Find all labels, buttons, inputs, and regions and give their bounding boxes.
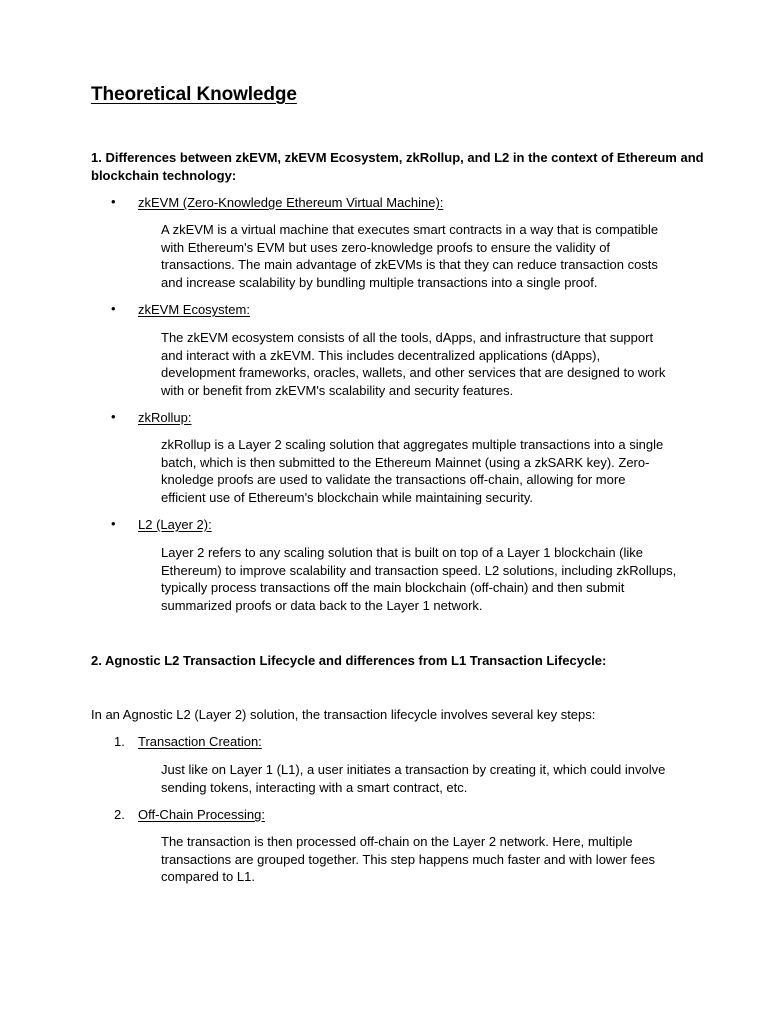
paragraph-line: development frameworks, oracles, wallets, and other services that are designed to work [161, 365, 666, 381]
list-number: 1. [114, 734, 125, 749]
section2-heading-text: 2. Agnostic L2 Transaction Lifecycle and differences from L1 Transaction Lifecycle: [91, 653, 607, 668]
paragraph-transaction-creation [161, 761, 681, 796]
paragraph-line: summarized proofs or data back to the Layer 1 network. [161, 597, 483, 613]
list-item-zkrollup [91, 409, 691, 427]
paragraph-line: The transaction is then processed off-chain on the Layer 2 network. Here, multiple [161, 834, 633, 849]
paragraph-zkrollup [161, 436, 681, 506]
paragraph-line: knoledge proofs are used to validate the transactions off-chain, allowing for more [161, 472, 626, 488]
paragraph-off-chain-processing [161, 833, 681, 886]
paragraph-l2 [161, 544, 681, 614]
section1-heading [91, 149, 704, 184]
item-title-zkevm-ecosystem: zkEVM Ecosystem: [138, 302, 250, 317]
list-item-transaction-creation [91, 733, 691, 751]
bullet-icon: • [111, 409, 116, 424]
paragraph-zkevm-ecosystem [161, 329, 681, 399]
paragraph-line: sending tokens, interacting with a smart contract, etc. [161, 779, 468, 795]
paragraph-line: transactions are grouped together. This step happens much faster and with lower fees [161, 851, 656, 867]
list-item-l2 [91, 516, 691, 534]
list-number: 2. [114, 807, 125, 822]
paragraph-line: with Ethereum's EVM but uses zero-knowledge proofs to ensure the validity of [161, 239, 611, 255]
section1-heading-line1: 1. Differences between zkEVM, zkEVM Ecosystem, zkRollup, and L2 in the context of Ethereum and [91, 150, 704, 165]
paragraph-line: The zkEVM ecosystem consists of all the tools, dApps, and infrastructure that support [161, 330, 654, 345]
paragraph-line: typically process transactions off the main blockchain (off-chain) and then submit [161, 580, 625, 596]
paragraph-line: transactions. The main advantage of zkEVMs is that they can reduce transaction costs [161, 257, 658, 273]
paragraph-line: Just like on Layer 1 (L1), a user initiates a transaction by creating it, which could involve [161, 762, 666, 777]
bullet-icon: • [111, 194, 116, 209]
list-item-zkevm [91, 194, 691, 212]
bullet-icon: • [111, 516, 116, 531]
paragraph-line: Ethereum) to improve scalability and transaction speed. L2 solutions, including zkRollups, [161, 562, 677, 578]
section2-intro: In an Agnostic L2 (Layer 2) solution, the transaction lifecycle involves several key steps: [91, 707, 596, 722]
paragraph-zkevm [161, 221, 681, 291]
paragraph-line: zkRollup is a Layer 2 scaling solution that aggregates multiple transactions into a single [161, 437, 664, 452]
paragraph-line: A zkEVM is a virtual machine that executes smart contracts in a way that is compatible [161, 222, 659, 237]
item-title-off-chain-processing: Off-Chain Processing: [138, 807, 265, 822]
item-title-zkrollup: zkRollup: [138, 410, 192, 425]
paragraph-line: and interact with a zkEVM. This includes decentralized applications (dApps), [161, 347, 601, 363]
item-title-l2: L2 (Layer 2): [138, 517, 212, 532]
item-title-zkevm: zkEVM (Zero-Knowledge Ethereum Virtual Machine): [138, 195, 444, 210]
bullet-icon: • [111, 301, 116, 316]
paragraph-line: batch, which is then submitted to the Ethereum Mainnet (using a zkSARK key). Zero- [161, 454, 650, 470]
section1-heading-line2: blockchain technology: [91, 167, 237, 183]
document-title: Theoretical Knowledge [91, 84, 297, 105]
paragraph-line: compared to L1. [161, 869, 255, 885]
item-title-transaction-creation: Transaction Creation: [138, 734, 262, 749]
list-item-off-chain-processing [91, 806, 691, 824]
list-item-zkevm-ecosystem [91, 301, 691, 319]
paragraph-line: with or benefit from zkEVM's scalability and security features. [161, 382, 514, 398]
paragraph-line: efficient use of Ethereum's blockchain while maintaining security. [161, 489, 533, 505]
section2-heading [91, 652, 691, 670]
paragraph-line: Layer 2 refers to any scaling solution that is built on top of a Layer 1 blockchain (like [161, 545, 643, 560]
paragraph-line: and increase scalability by bundling multiple transactions into a single proof. [161, 274, 598, 290]
